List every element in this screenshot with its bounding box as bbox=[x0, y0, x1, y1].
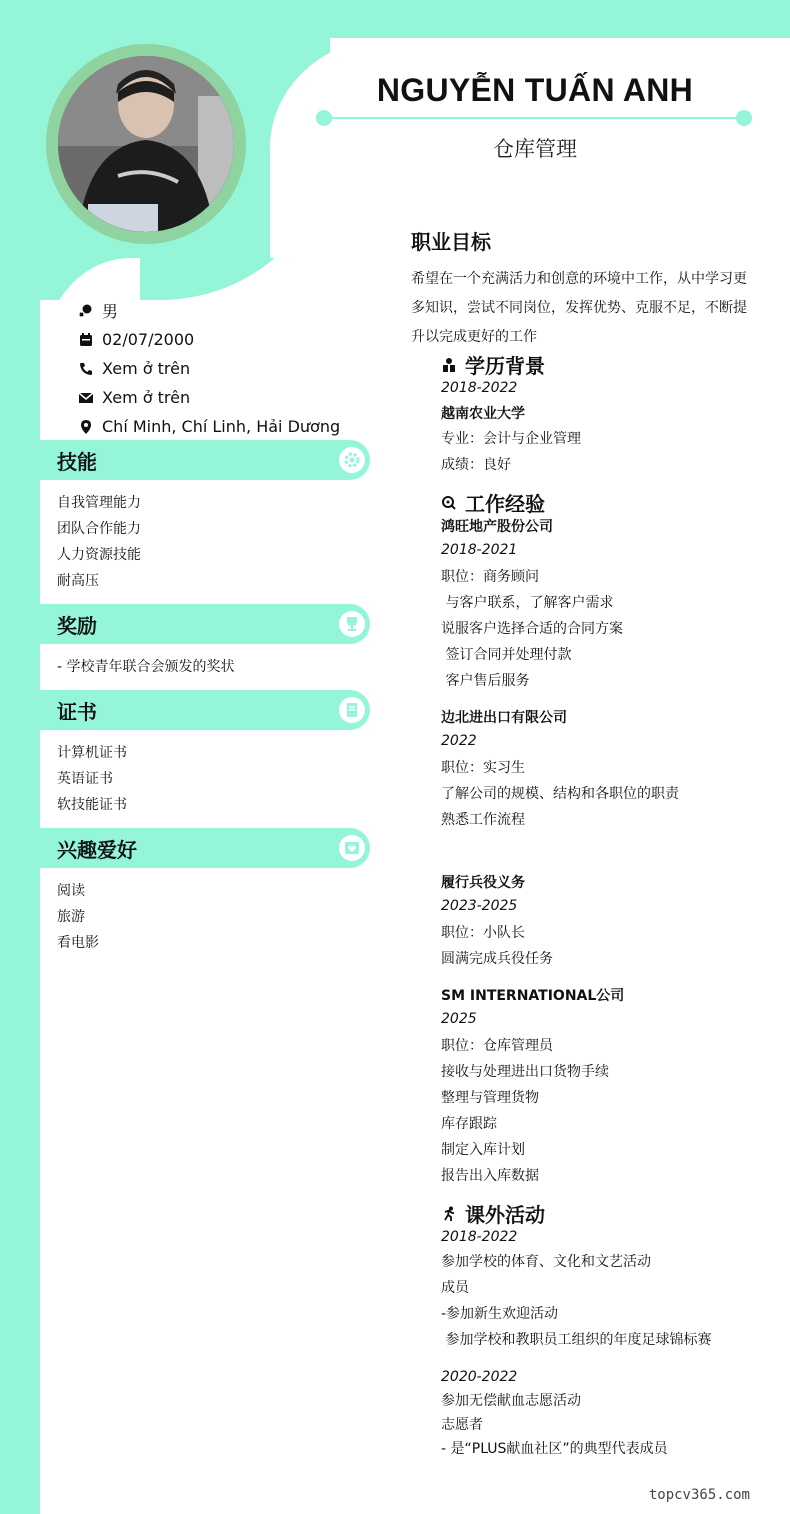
contact-gender bbox=[78, 296, 340, 325]
hobbies-title: 兴趣爱好 bbox=[57, 837, 137, 862]
contact-address bbox=[78, 412, 340, 441]
briefcase-icon bbox=[441, 495, 457, 511]
activities-heading bbox=[441, 1199, 545, 1228]
job-entry bbox=[441, 874, 553, 972]
job-line: 职位：小队长 bbox=[441, 925, 525, 941]
list-item: 耐高压 bbox=[57, 573, 99, 589]
job-line: 了解公司的规模、结构和各职位的职责 bbox=[441, 786, 679, 802]
list-item: 计算机证书 bbox=[57, 745, 127, 761]
certificates-heading bbox=[40, 690, 370, 730]
avatar bbox=[58, 56, 234, 232]
activity-entry bbox=[441, 1365, 668, 1461]
activity-period: 2018-2022 bbox=[441, 1229, 518, 1245]
job-line: 职位：实习生 bbox=[441, 760, 525, 776]
objective-line: 多知识，尝试不同岗位，发挥优势、克服不足，不断提 bbox=[411, 300, 747, 316]
activity-entry bbox=[441, 1225, 711, 1353]
contact-text: Xem ở trên bbox=[102, 359, 191, 378]
footer-brand: topcv365.com bbox=[648, 1487, 750, 1503]
certificate-icon bbox=[339, 697, 365, 723]
experience-title: 工作经验 bbox=[465, 492, 545, 516]
contact-birthday bbox=[78, 325, 340, 354]
awards-list bbox=[57, 654, 235, 680]
list-item: 英语证书 bbox=[57, 771, 113, 787]
job-line: 与客户联系，了解客户需求 bbox=[441, 595, 614, 611]
education-grade: 成绩：良好 bbox=[441, 457, 511, 473]
list-item: 阅读 bbox=[57, 883, 85, 899]
contact-text: 02/07/2000 bbox=[102, 330, 195, 349]
awards-heading bbox=[40, 604, 370, 644]
calendar-icon bbox=[78, 332, 94, 348]
job-entry bbox=[441, 518, 623, 694]
candidate-name: NGUYỄN TUẤN ANH bbox=[376, 72, 694, 108]
job-entry bbox=[441, 987, 624, 1189]
activity-line: 成员 bbox=[441, 1280, 469, 1296]
awards-title: 奖励 bbox=[57, 613, 97, 638]
job-line: 报告出入库数据 bbox=[441, 1168, 539, 1184]
job-period: 2023-2025 bbox=[441, 898, 518, 914]
education-icon bbox=[441, 357, 457, 373]
gender-icon bbox=[78, 303, 94, 319]
divider-dot-right bbox=[736, 110, 752, 126]
job-period: 2022 bbox=[441, 733, 477, 749]
location-icon bbox=[78, 419, 94, 435]
job-line: 职位：商务顾问 bbox=[441, 569, 539, 585]
education-school: 越南农业大学 bbox=[441, 406, 525, 422]
education-section bbox=[441, 350, 581, 473]
trophy-icon bbox=[339, 611, 365, 637]
gear-icon bbox=[339, 447, 365, 473]
objective-line: 希望在一个充满活力和创意的环境中工作，从中学习更 bbox=[411, 271, 747, 287]
job-company: 鸿旺地产股份公司 bbox=[441, 519, 553, 535]
job-line: 熟悉工作流程 bbox=[441, 812, 525, 828]
job-period: 2025 bbox=[441, 1011, 477, 1027]
job-period: 2018-2021 bbox=[441, 542, 518, 558]
objective-section bbox=[411, 226, 747, 352]
running-icon bbox=[441, 1206, 457, 1222]
activity-line: 志愿者 bbox=[441, 1417, 483, 1433]
mail-icon bbox=[78, 390, 94, 406]
job-title: 仓库管理 bbox=[493, 137, 577, 161]
education-period: 2018-2022 bbox=[441, 380, 518, 396]
job-line: 签订合同并处理付款 bbox=[441, 647, 572, 663]
activity-line: 参加学校的体育、文化和文艺活动 bbox=[441, 1254, 651, 1270]
contact-text: Xem ở trên bbox=[102, 388, 191, 407]
job-company: SM INTERNATIONAL公司 bbox=[441, 988, 625, 1004]
job-entry bbox=[441, 709, 679, 833]
objective-title: 职业目标 bbox=[411, 230, 491, 254]
job-line: 客户售后服务 bbox=[441, 673, 530, 689]
list-item: 软技能证书 bbox=[57, 797, 127, 813]
activity-line: 参加学校和教职员工组织的年度足球锦标赛 bbox=[441, 1332, 712, 1348]
contact-phone bbox=[78, 354, 340, 383]
objective-line: 升以完成更好的工作 bbox=[411, 329, 537, 345]
heart-icon bbox=[339, 835, 365, 861]
education-major: 专业：会计与企业管理 bbox=[441, 431, 581, 447]
job-line: 制定入库计划 bbox=[441, 1142, 525, 1158]
title-divider bbox=[322, 117, 744, 119]
contact-text: 男 bbox=[102, 302, 119, 321]
education-title: 学历背景 bbox=[465, 354, 545, 378]
contact-text: Chí Minh, Chí Linh, Hải Dương bbox=[102, 417, 341, 436]
experience-heading bbox=[441, 488, 545, 517]
activity-line: -参加新生欢迎活动 bbox=[441, 1306, 559, 1322]
job-company: 履行兵役义务 bbox=[441, 875, 525, 891]
list-item: 自我管理能力 bbox=[57, 495, 141, 511]
skills-list bbox=[57, 490, 141, 594]
list-item: - 学校青年联合会颁发的奖状 bbox=[57, 659, 235, 675]
job-line: 库存跟踪 bbox=[441, 1116, 497, 1132]
job-line: 说服客户选择合适的合同方案 bbox=[441, 621, 623, 637]
job-line: 接收与处理进出口货物手续 bbox=[441, 1064, 609, 1080]
job-line: 圆满完成兵役任务 bbox=[441, 951, 553, 967]
divider-dot-left bbox=[316, 110, 332, 126]
job-line: 职位：仓库管理员 bbox=[441, 1038, 553, 1054]
hobbies-list bbox=[57, 878, 99, 956]
contact-email bbox=[78, 383, 340, 412]
contact-list bbox=[78, 296, 340, 441]
list-item: 看电影 bbox=[57, 935, 99, 951]
education-heading bbox=[441, 350, 545, 379]
job-line: 整理与管理货物 bbox=[441, 1090, 539, 1106]
list-item: 旅游 bbox=[57, 909, 85, 925]
list-item: 人力资源技能 bbox=[57, 547, 141, 563]
certificates-title: 证书 bbox=[57, 699, 97, 724]
certificates-list bbox=[57, 740, 127, 818]
job-company: 边北进出口有限公司 bbox=[441, 710, 567, 726]
activity-period: 2020-2022 bbox=[441, 1369, 518, 1385]
list-item: 团队合作能力 bbox=[57, 521, 141, 537]
hobbies-heading bbox=[40, 828, 370, 868]
phone-icon bbox=[78, 361, 94, 377]
skills-heading bbox=[40, 440, 370, 480]
activity-line: 参加无偿献血志愿活动 bbox=[441, 1393, 581, 1409]
activity-line: - 是“PLUS献血社区”的典型代表成员 bbox=[441, 1441, 668, 1457]
skills-title: 技能 bbox=[57, 449, 97, 474]
activities-title: 课外活动 bbox=[465, 1203, 545, 1227]
